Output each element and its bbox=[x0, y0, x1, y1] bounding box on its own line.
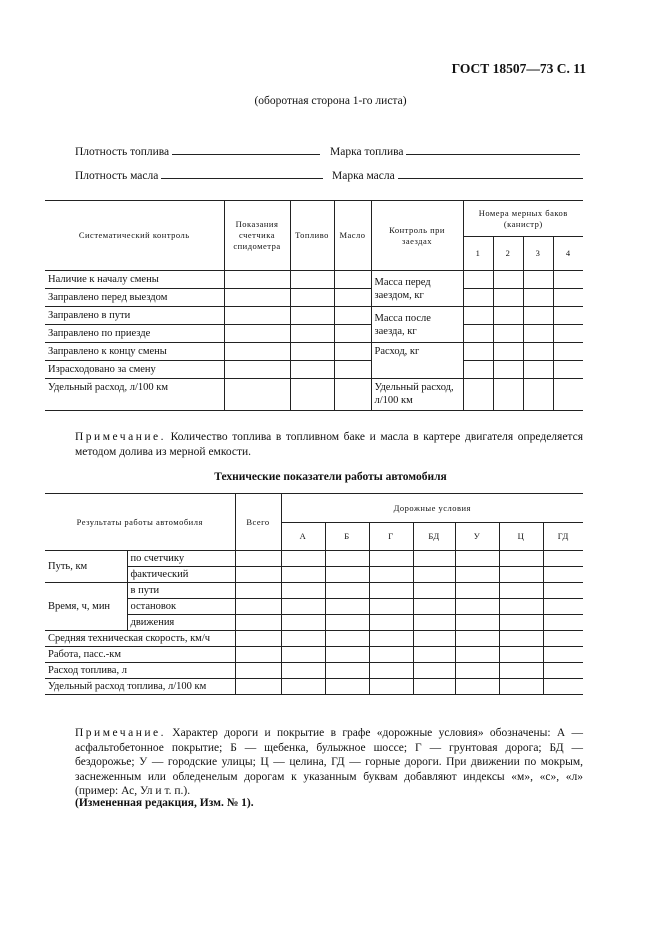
table-row: Заправлено в пути bbox=[45, 307, 224, 325]
fuel-brand-blank bbox=[406, 144, 580, 155]
note-2 bbox=[75, 726, 583, 799]
oil-density-field bbox=[75, 168, 323, 182]
table-row: Израсходовано за смену bbox=[45, 361, 224, 379]
note-1-label: Примечание. bbox=[75, 431, 166, 443]
note-1-text: Количество топлива в топливном баке и масла в картере двигателя определяется методом долива из мерной емкости. bbox=[75, 431, 583, 458]
page-subtitle: (оборотная сторона 1-го листа) bbox=[254, 95, 407, 107]
table-row: остановок bbox=[127, 599, 235, 615]
fuel-control-table bbox=[45, 200, 583, 411]
oil-density-blank bbox=[161, 168, 323, 179]
header-fuel: Топливо bbox=[290, 201, 334, 271]
header-road-a: А bbox=[281, 523, 325, 551]
header-tanks: Номера мерных баков (канистр) bbox=[463, 201, 583, 237]
header-speedometer: Показания счетчика спидометра bbox=[224, 201, 290, 271]
header-results: Результаты работы автомобиля bbox=[45, 494, 235, 551]
oil-brand-label: Марка масла bbox=[332, 170, 395, 182]
table-row: Средняя техническая скорость, км/ч bbox=[45, 631, 235, 647]
table-row: движения bbox=[127, 615, 235, 631]
oil-brand-field bbox=[332, 168, 583, 182]
header-tank-2: 2 bbox=[493, 237, 523, 271]
page-header: ГОСТ 18507—73 С. 11 bbox=[451, 61, 586, 76]
table-row: Работа, пасс.-км bbox=[45, 647, 235, 663]
table2-caption: Технические показатели работы автомобиля bbox=[214, 471, 447, 483]
table-row: Удельный расход, л/100 км bbox=[45, 379, 224, 411]
performance-table bbox=[45, 493, 583, 695]
header-road-bd: БД bbox=[413, 523, 455, 551]
table-row: Удельный расход топлива, л/100 км bbox=[45, 679, 235, 695]
header-road-c: Ц bbox=[499, 523, 543, 551]
arrival-row: Удельный расход, л/100 км bbox=[371, 379, 463, 411]
header-tank-4: 4 bbox=[553, 237, 583, 271]
header-tank-3: 3 bbox=[523, 237, 553, 271]
header-road-gd: ГД bbox=[543, 523, 583, 551]
revision-note: (Измененная редакция, Изм. № 1). bbox=[75, 797, 254, 809]
table-row: Заправлено перед выездом bbox=[45, 289, 224, 307]
table-row: Заправлено по приезде bbox=[45, 325, 224, 343]
note-2-text: Характер дороги и покрытие в графе «дорожные условия» обозначены: А — асфальтобетонное покрытие; Б — щебенка, булыжное шоссе; Г — грунтовая дорога; БД — бездорожье; У — городские улицы; Ц — целина, ГД — горные дороги. При движении по мокрым, заснеженным или обледенелым дорогам к указанным буквам добавляют индексы «м», «с», «л» (пример: Ас, Ул и т. п.). bbox=[75, 727, 583, 797]
table-row: Заправлено к концу смены bbox=[45, 343, 224, 361]
path-label: Путь, км bbox=[45, 551, 127, 583]
time-label: Время, ч, мин bbox=[45, 583, 127, 631]
fuel-brand-field bbox=[330, 144, 580, 158]
table-row: фактический bbox=[127, 567, 235, 583]
oil-density-label: Плотность масла bbox=[75, 170, 159, 182]
fuel-density-blank bbox=[172, 144, 320, 155]
header-road: Дорожные условия bbox=[281, 494, 583, 523]
fuel-brand-label: Марка топлива bbox=[330, 146, 404, 158]
oil-brand-blank bbox=[398, 168, 583, 179]
table-row: по счетчику bbox=[127, 551, 235, 567]
header-arrival-control: Контроль при заездах bbox=[371, 201, 463, 271]
header-tank-1: 1 bbox=[463, 237, 493, 271]
fuel-density-field bbox=[75, 144, 320, 158]
header-oil: Масло bbox=[334, 201, 371, 271]
header-road-u: У bbox=[455, 523, 499, 551]
arrival-row: Расход, кг bbox=[371, 343, 463, 379]
fuel-density-label: Плотность топлива bbox=[75, 146, 170, 158]
note-1 bbox=[75, 430, 583, 459]
header-road-b: Б bbox=[325, 523, 369, 551]
note-2-label: Примечание. bbox=[75, 727, 166, 739]
table-row: в пути bbox=[127, 583, 235, 599]
table-row: Наличие к началу смены bbox=[45, 271, 224, 289]
arrival-row: Масса перед заездом, кг bbox=[371, 271, 463, 307]
header-total: Всего bbox=[235, 494, 281, 551]
table-row: Расход топлива, л bbox=[45, 663, 235, 679]
arrival-row: Масса после заезда, кг bbox=[371, 307, 463, 343]
header-road-g: Г bbox=[369, 523, 413, 551]
header-control: Систематический контроль bbox=[45, 201, 224, 271]
